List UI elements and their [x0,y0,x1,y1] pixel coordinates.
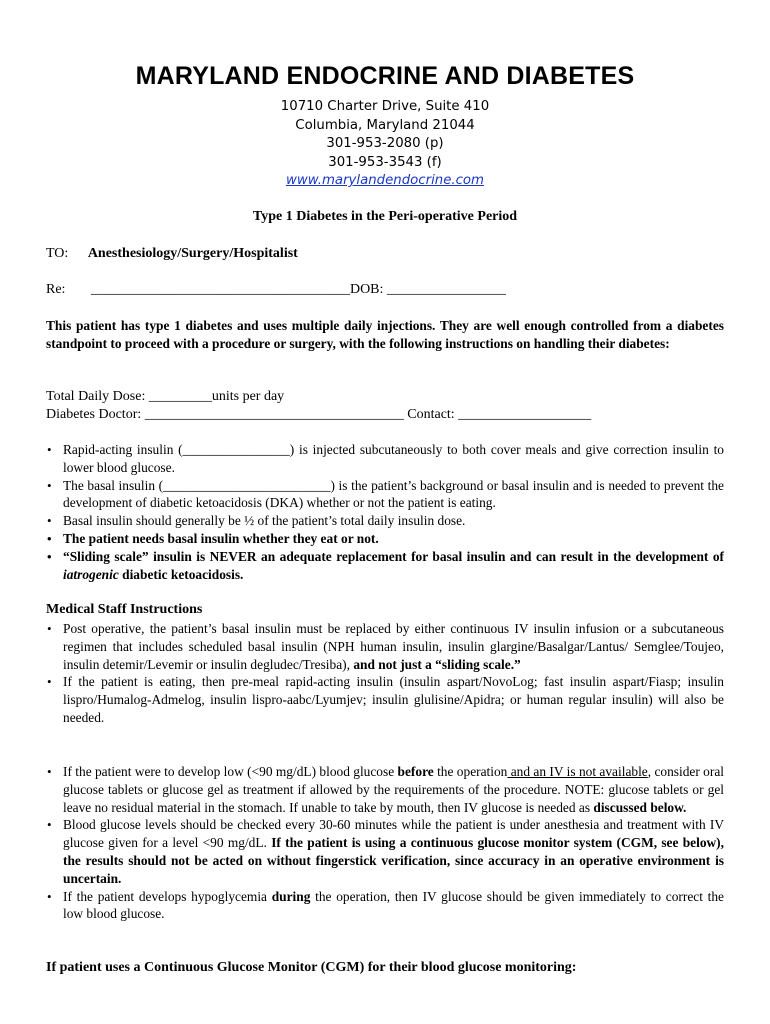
total-daily-dose-field[interactable]: _________ [148,389,212,404]
to-label: TO: [46,246,69,261]
practice-title: MARYLAND ENDOCRINE AND DIABETES [135,62,635,90]
list-item: • Post operative, the patient’s basal insulin must be replaced by either continuous IV insulin infusion or a subcutaneous regimen that includes scheduled basal insulin (NPH human insulin, insulin glargine/Basalgar/Lantus/ Semglee/Toujeo, insulin detemir/Levemir or insulin degludec/Tresiba), and not just a “sliding scale.” [46,620,724,673]
dob-label: DOB: [349,282,387,297]
diabetes-doctor-label: Diabetes Doctor: [46,407,145,422]
phone-number: 301-953-2080 (p) [326,136,444,151]
dose-fields [46,388,591,424]
website-link[interactable]: www.marylandendocrine.com [285,173,485,188]
contact-field[interactable]: ___________________ [458,407,592,422]
insulin-bullets [46,441,724,583]
diabetes-doctor-field[interactable]: _____________________________________ [144,407,404,422]
list-item: • “Sliding scale” insulin is NEVER an adequate replacement for basal insulin and can result in the development of iatrogenic diabetic ketoacidosis. [46,548,724,584]
dob-field[interactable]: _________________ [386,282,506,297]
list-item: • Rapid-acting insulin (________________) is injected subcutaneously to both cover meals and give correction insulin to lower blood glucose. [46,441,724,477]
to-recipients: Anesthesiology/Surgery/Hospitalist [87,246,298,261]
list-item: • If the patient were to develop low (<90 mg/dL) blood glucose before the operation and an IV is not available, consider oral glucose tablets or glucose gel as treatment if allowed by the requirements of the procedure. NOTE: glucose tablets or gel leave no residual material in the stomach. If unable to take by mouth, then IV glucose is needed as discussed below. [46,763,724,816]
medical-staff-bullets [46,620,724,727]
list-item: • If the patient is eating, then pre-meal rapid-acting insulin (insulin aspart/NovoLog; fast insulin aspart/Fiasp; insulin lispro/Humalog-Admelog, insulin lispro-aabc/Lyumjev; insulin glulisine/Apidra; or human regular insulin) will also be needed. [46,673,724,726]
practice-address [0,98,770,191]
total-daily-dose-unit: units per day [211,389,285,404]
patient-name-field[interactable]: _____________________________________ [90,282,350,297]
rapid-insulin-field[interactable]: ________________ [182,442,290,457]
basal-insulin-field[interactable]: _________________________ [163,477,331,493]
address-line-2: Columbia, Maryland 21044 [295,117,475,133]
address-line-1: 10710 Charter Drive, Suite 410 [280,99,490,114]
list-item: • If the patient develops hypoglycemia during the operation, then IV glucose should be given immediately to correct the low blood glucose. [46,888,724,924]
to-line [46,246,298,262]
medical-staff-heading: Medical Staff Instructions [46,602,203,617]
total-daily-dose-label: Total Daily Dose: [46,389,149,404]
list-item: • The patient needs basal insulin whether they eat or not. [46,530,724,548]
document-title: Type 1 Diabetes in the Peri-operative Period [252,209,518,224]
fax-number: 301-953-3543 (f) [328,154,442,170]
list-item: • Basal insulin should generally be ½ of the patient’s total daily insulin dose. [46,512,724,530]
intro-paragraph: This patient has type 1 diabetes and uses multiple daily injections. They are well enough controlled from a diabetes standpoint to proceed with a procedure or surgery, with the following instructions on handling their diabetes: [46,318,724,351]
re-line [46,282,506,298]
cgm-heading: If patient uses a Continuous Glucose Monitor (CGM) for their blood glucose monitoring: [46,960,577,975]
list-item: • Blood glucose levels should be checked every 30-60 minutes while the patient is under anesthesia and treatment with IV glucose given for a level <90 mg/dL. If the patient is using a continuous glucose monitor system (CGM, see below), the results should not be acted on without fingerstick verification, since accuracy in an operative environment is uncertain. [46,816,724,887]
contact-label: Contact: [403,407,459,422]
list-item: • The basal insulin (_________________________) is the patient’s background or basal insulin and is needed to prevent the development of diabetic ketoacidosis (DKA) whether or not the patient is eating. [46,477,724,513]
glucose-bullets [46,763,724,923]
re-label: Re: [46,282,66,297]
